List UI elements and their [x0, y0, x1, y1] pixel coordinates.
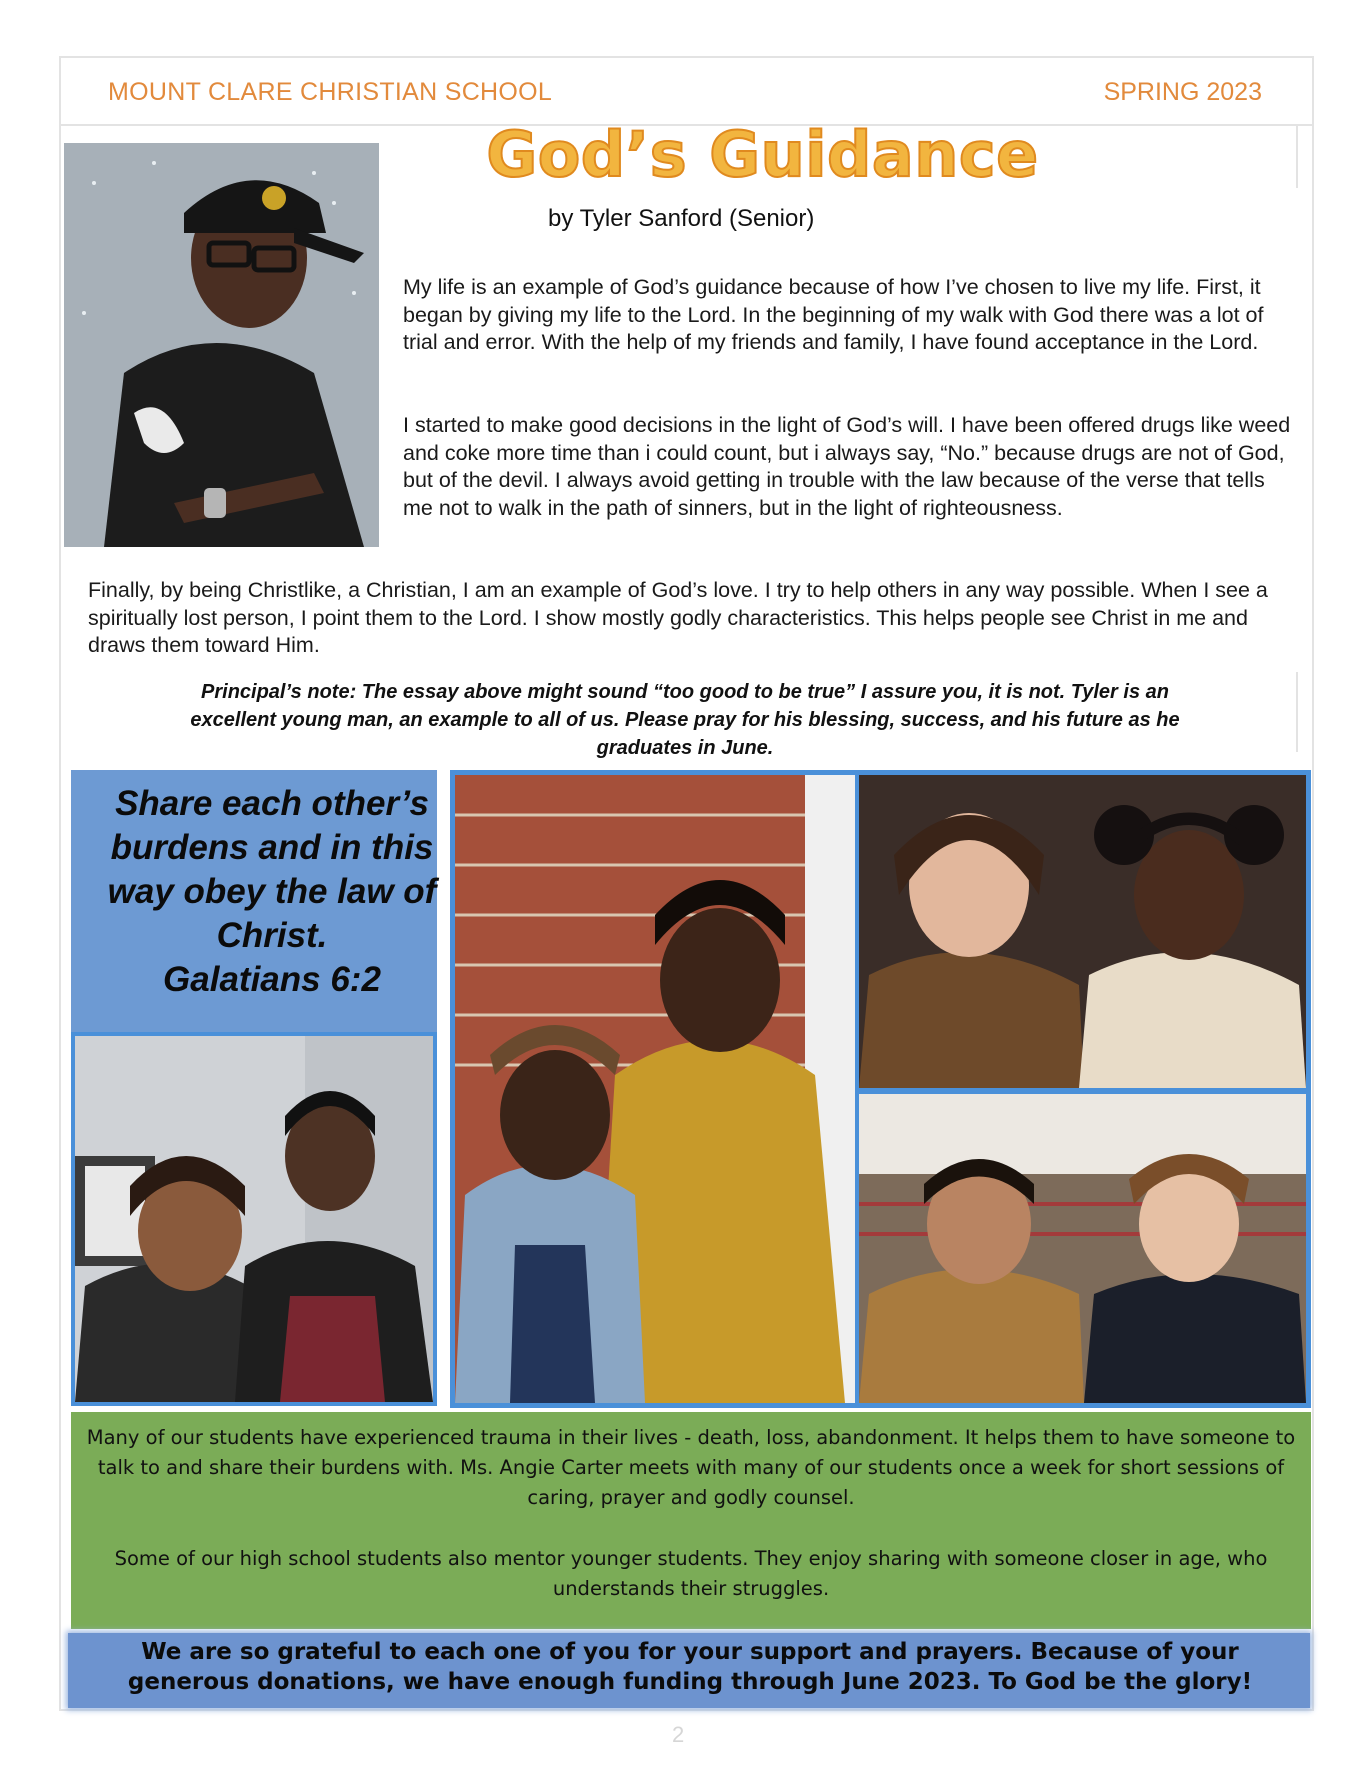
- essay-paragraph-2: I started to make good decisions in the light of God’s will. I have been offered drugs like weed and coke more time than i could count, but i always say, “No.” because drugs are not of God, but of the devil. I always avoid getting in trouble with the law because of the verse that tells me not to walk in the path of sinners, but in the light of righteousness.: [403, 413, 1291, 520]
- article-title: God’s Guidance: [486, 118, 1039, 191]
- photo-brick-wall-drawing: [455, 775, 855, 1403]
- thanks-text: We are so grateful to each one of you for your support and prayers. Because of your generous donations, we have enough funding through June 2023. To God be the glory!: [127, 1639, 1253, 1695]
- article-byline: by Tyler Sanford (Senior): [548, 205, 815, 232]
- principal-note: Principal’s note: The essay above might sound “too good to be true” I assure you, it is not. Tyler is an excellent young man, an example to all of us. Please pray for his blessing, success, and his future as he graduates in June.: [190, 681, 1180, 759]
- mentoring-paragraph-2: Some of our high school students also mentor younger students. They enjoy sharing with someone closer in age, who understands their struggles.: [114, 1547, 1268, 1600]
- mentoring-paragraph-1: Many of our students have experienced trauma in their lives - death, loss, abandonment. It helps them to have someone to talk to and share their burdens with. Ms. Angie Carter meets with many of our students once a week for short sessions of caring, prayer and godly counsel.: [86, 1426, 1296, 1509]
- essay-paragraph-1: My life is an example of God’s guidance because of how I’ve chosen to live my life. First, it began by giving my life to the Lord. In the beginning of my walk with God there was a lot of trial and error. With the help of my friends and family, I have found acceptance in the Lord.: [403, 275, 1264, 354]
- verse-text-block: [71, 782, 461, 1002]
- verse-quote: Share each other’s burdens and in this way obey the law of Christ.: [107, 784, 437, 955]
- photo-mentor-and-student: [75, 1036, 433, 1402]
- verse-box: [71, 770, 437, 1032]
- photo-couch-drawing: [859, 1094, 1306, 1403]
- photo-two-girls: [859, 775, 1306, 1088]
- author-portrait-drawing: [64, 143, 379, 547]
- photo-boys-brick-wall: [455, 775, 855, 1403]
- author-portrait: [64, 143, 379, 547]
- verse-reference: Galatians 6:2: [163, 960, 381, 999]
- page-number: 2: [672, 1722, 685, 1747]
- essay-paragraph-3: Finally, by being Christlike, a Christian, I am an example of God’s love. I try to help others in any way possible. When I see a spiritually lost person, I point them to the Lord. I show mostly godly characteristics. This helps people see Christ in me and draws them toward Him.: [88, 578, 1268, 657]
- photo-mentor-drawing: [75, 1036, 433, 1402]
- photo-two-girls-drawing: [859, 775, 1306, 1088]
- school-name: MOUNT CLARE CHRISTIAN SCHOOL: [108, 78, 553, 106]
- photo-boys-on-couch: [859, 1094, 1306, 1403]
- issue-date: SPRING 2023: [1103, 78, 1262, 106]
- side-rule-top: [1296, 126, 1298, 188]
- side-rule-note: [1296, 672, 1298, 752]
